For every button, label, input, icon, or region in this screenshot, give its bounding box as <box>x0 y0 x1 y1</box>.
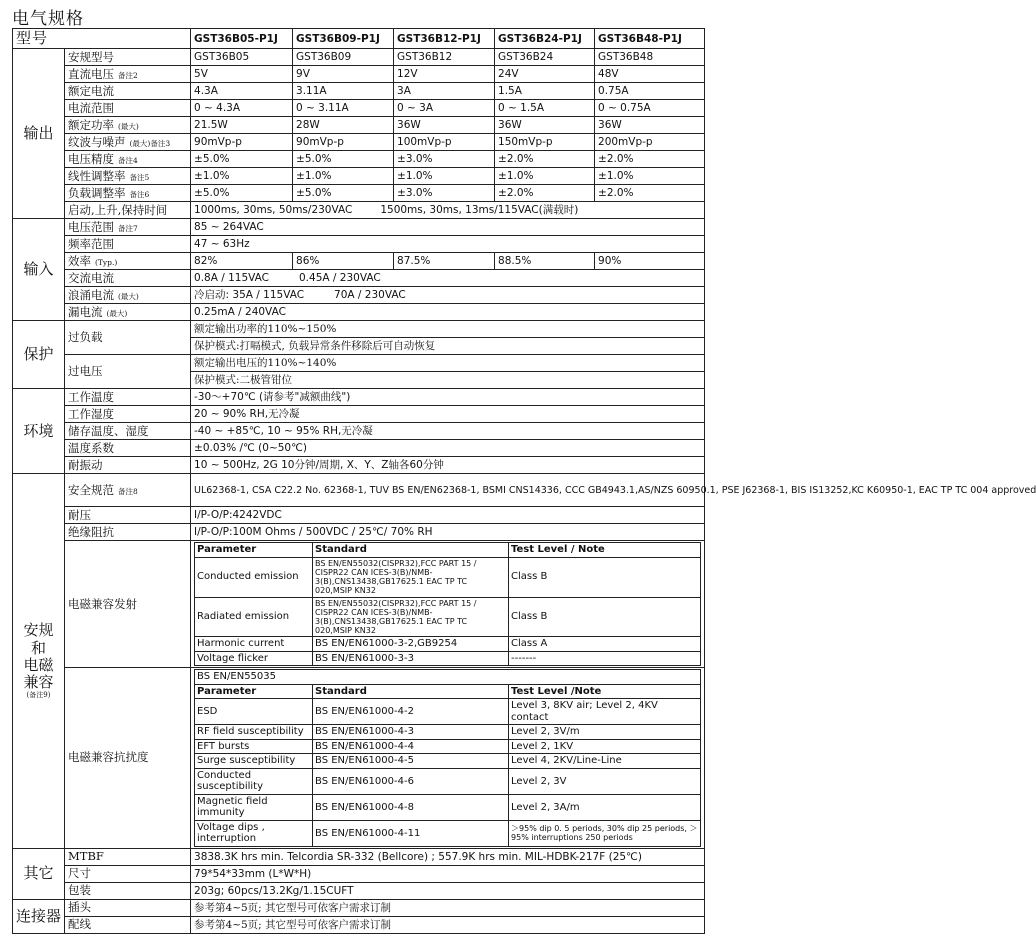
cell: 87.5% <box>394 253 495 270</box>
cell: Voltage flicker <box>195 651 313 666</box>
cell: BS EN/EN61000-4-4 <box>313 739 509 754</box>
cell: 90mVp-p <box>191 134 293 151</box>
model-name: GST36B48-P1J <box>595 29 705 49</box>
cell: 0 ~ 3A <box>394 100 495 117</box>
cell: Harmonic current <box>195 637 313 652</box>
immunity-table-cell <box>191 668 705 849</box>
connector-row <box>13 916 705 933</box>
model-name: GST36B24-P1J <box>495 29 595 49</box>
cell: 0 ~ 3.11A <box>293 100 394 117</box>
table-title-row <box>195 670 701 685</box>
cell: 150mVp-p <box>495 134 595 151</box>
table-row <box>195 754 701 769</box>
column-header: Test Level / Note <box>509 543 701 558</box>
immunity-table <box>194 669 701 847</box>
cell: 冷启动: 35A / 115VAC 70A / 230VAC <box>191 287 705 304</box>
row-label: 安规型号 <box>65 49 191 66</box>
cell: GST36B09 <box>293 49 394 66</box>
cell: I/P-O/P:4242VDC <box>191 507 705 524</box>
row-label: 耐振动 <box>65 457 191 474</box>
row-label: 浪涌电流 (最大) <box>65 287 191 304</box>
row-label: 工作湿度 <box>65 406 191 423</box>
cell: ±1.0% <box>394 168 495 185</box>
row-label: 纹波与噪声 (最大)备注3 <box>65 134 191 151</box>
output-row <box>13 100 705 117</box>
column-header: Parameter <box>195 684 313 699</box>
column-header: Parameter <box>195 543 313 558</box>
column-header: Test Level /Note <box>509 684 701 699</box>
row-label: 插头 <box>65 899 191 916</box>
immunity-title: BS EN/EN55035 <box>195 670 701 685</box>
cell: 3838.3K hrs min. Telcordia SR-332 (Bellcore) ; 557.9K hrs min. MIL-HDBK-217F (25℃) <box>191 848 705 865</box>
cell: EFT bursts <box>195 739 313 754</box>
cell: BS EN/EN61000-4-3 <box>313 725 509 740</box>
cell: I/P-O/P:100M Ohms / 500VDC / 25℃/ 70% RH <box>191 524 705 541</box>
cell: GST36B12 <box>394 49 495 66</box>
cell: 10 ~ 500Hz, 2G 10分钟/周期, X、Y、Z轴各60分钟 <box>191 457 705 474</box>
row-label: 温度系数 <box>65 440 191 457</box>
cell: BS EN/EN61000-4-6 <box>313 768 509 794</box>
output-row <box>13 66 705 83</box>
column-header: Standard <box>313 543 509 558</box>
model-name: GST36B09-P1J <box>293 29 394 49</box>
protection-row <box>13 321 705 338</box>
cell: 28W <box>293 117 394 134</box>
cell: UL62368-1, CSA C22.2 No. 62368-1, TUV BS EN/EN62368-1, BSMI CNS14336, CCC GB4943.1,AS/NZS 60950.1, PSE J62368-1, BIS IS13252,KC K60950-1, EAC TP TC 004 approved <box>191 474 705 507</box>
cell: ±0.03% /℃ (0~50℃) <box>191 440 705 457</box>
cell: Voltage dips , interruption <box>195 820 313 846</box>
cell: Conducted emission <box>195 557 313 597</box>
emission-table-cell <box>191 541 705 668</box>
safety-emc-category: 安规 和 电磁 兼容 (备注9) <box>13 474 65 849</box>
cell: 36W <box>394 117 495 134</box>
cell: 48V <box>595 66 705 83</box>
cell: 3.11A <box>293 83 394 100</box>
input-row <box>13 287 705 304</box>
output-row <box>13 185 705 202</box>
output-row <box>13 117 705 134</box>
row-label: 电磁兼容抗扰度 <box>65 668 191 849</box>
startup-value: 1000ms, 30ms, 50ms/230VAC 1500ms, 30ms, 13ms/115VAC(满载时) <box>191 202 705 219</box>
safety-row <box>13 524 705 541</box>
cell: 24V <box>495 66 595 83</box>
cell: BS EN/EN55032(CISPR32),FCC PART 15 / CISPR22 CAN ICES-3(B)/NMB-3(B),CNS13438,GB17625.1 EAC TP TC 020,MSIP KN32 <box>313 557 509 597</box>
cell: Radiated emission <box>195 597 313 637</box>
table-row <box>195 557 701 597</box>
cell: BS EN/EN61000-4-2 <box>313 699 509 725</box>
cell: ±2.0% <box>495 151 595 168</box>
model-name: GST36B12-P1J <box>394 29 495 49</box>
cell: GST36B24 <box>495 49 595 66</box>
row-label: 负载调整率 备注6 <box>65 185 191 202</box>
table-header-row <box>195 543 701 558</box>
cell: ------- <box>509 651 701 666</box>
cell: ±5.0% <box>191 185 293 202</box>
row-label: 电磁兼容发射 <box>65 541 191 668</box>
row-label: 交流电流 <box>65 270 191 287</box>
table-row <box>195 637 701 652</box>
row-label: 额定电流 <box>65 83 191 100</box>
cell: 0 ~ 4.3A <box>191 100 293 117</box>
cell: Conducted susceptibility <box>195 768 313 794</box>
cell: ±1.0% <box>595 168 705 185</box>
spec-table <box>12 28 1036 934</box>
table-header-row <box>195 684 701 699</box>
cell: Level 3, 8KV air; Level 2, 4KV contact <box>509 699 701 725</box>
model-name: GST36B05-P1J <box>191 29 293 49</box>
environment-row <box>13 440 705 457</box>
safety-row <box>13 507 705 524</box>
row-label: 频率范围 <box>65 236 191 253</box>
table-row <box>195 794 701 820</box>
cell: 4.3A <box>191 83 293 100</box>
input-row <box>13 253 705 270</box>
cell: Class B <box>509 597 701 637</box>
environment-row <box>13 457 705 474</box>
others-row <box>13 848 705 865</box>
cell: 0.25mA / 240VAC <box>191 304 705 321</box>
cell: Class B <box>509 557 701 597</box>
table-row <box>195 739 701 754</box>
cell: ±5.0% <box>191 151 293 168</box>
input-row <box>13 236 705 253</box>
environment-row <box>13 389 705 406</box>
cell: ＞95% dip 0. 5 periods, 30% dip 25 periods, ＞95% interruptions 250 periods <box>509 820 701 846</box>
environment-row <box>13 406 705 423</box>
cell: 参考第4~5页; 其它型号可依客户需求订制 <box>191 916 705 933</box>
row-label: 直流电压 备注2 <box>65 66 191 83</box>
cell: 100mVp-p <box>394 134 495 151</box>
cell: 参考第4~5页; 其它型号可依客户需求订制 <box>191 899 705 916</box>
row-label: 启动,上升,保持时间 <box>65 202 191 219</box>
cell: 90% <box>595 253 705 270</box>
output-category: 输出 <box>13 49 65 219</box>
page-title: 电气规格 <box>12 9 84 29</box>
cell: 保护模式:打嗝模式, 负载异常条件移除后可自动恢复 <box>191 338 705 355</box>
row-label: 绝缘阻抗 <box>65 524 191 541</box>
protection-row <box>13 355 705 372</box>
cell: 1.5A <box>495 83 595 100</box>
table-row <box>195 597 701 637</box>
cell: 3A <box>394 83 495 100</box>
model-header-label: 型号 <box>13 29 191 49</box>
cell: 5V <box>191 66 293 83</box>
output-row <box>13 49 705 66</box>
connector-row <box>13 899 705 916</box>
cell: BS EN/EN61000-4-5 <box>313 754 509 769</box>
cell: GST36B48 <box>595 49 705 66</box>
cell: GST36B05 <box>191 49 293 66</box>
cell: ±1.0% <box>495 168 595 185</box>
column-header: Standard <box>313 684 509 699</box>
cell: 20 ~ 90% RH,无冷凝 <box>191 406 705 423</box>
row-label: MTBF <box>65 848 191 865</box>
cell: ESD <box>195 699 313 725</box>
cell: 0.8A / 115VAC 0.45A / 230VAC <box>191 270 705 287</box>
row-label: 过负载 <box>65 321 191 355</box>
cell: 47 ~ 63Hz <box>191 236 705 253</box>
output-row <box>13 151 705 168</box>
output-row <box>13 83 705 100</box>
cell: Level 2, 3V <box>509 768 701 794</box>
row-label: 线性调整率 备注5 <box>65 168 191 185</box>
cell: 0 ~ 1.5A <box>495 100 595 117</box>
cell: 保护模式:二极管钳位 <box>191 372 705 389</box>
cell: ±5.0% <box>293 151 394 168</box>
row-label: 电流范围 <box>65 100 191 117</box>
cell: ±2.0% <box>595 151 705 168</box>
row-label: 效率 (Typ.) <box>65 253 191 270</box>
environment-category: 环境 <box>13 389 65 474</box>
cell: 88.5% <box>495 253 595 270</box>
cell: BS EN/EN61000-4-8 <box>313 794 509 820</box>
cell: ±1.0% <box>191 168 293 185</box>
row-label: 额定功率 (最大) <box>65 117 191 134</box>
cell: RF field susceptibility <box>195 725 313 740</box>
cell: Level 2, 3A/m <box>509 794 701 820</box>
model-header-row <box>13 29 705 49</box>
row-label: 过电压 <box>65 355 191 389</box>
cell: -30～+70℃ (请参考"减额曲线") <box>191 389 705 406</box>
cell: BS EN/EN61000-3-3 <box>313 651 509 666</box>
table-row <box>195 768 701 794</box>
emission-table <box>194 542 701 666</box>
safety-row <box>13 474 705 507</box>
cell: 9V <box>293 66 394 83</box>
cell: 86% <box>293 253 394 270</box>
cell: 36W <box>595 117 705 134</box>
input-row <box>13 304 705 321</box>
connector-category: 连接器 <box>13 899 65 933</box>
cell: 12V <box>394 66 495 83</box>
output-row <box>13 202 705 219</box>
cell: 21.5W <box>191 117 293 134</box>
row-label: 包装 <box>65 882 191 899</box>
row-label: 配线 <box>65 916 191 933</box>
cell: 85 ~ 264VAC <box>191 219 705 236</box>
cell: 90mVp-p <box>293 134 394 151</box>
table-row <box>195 651 701 666</box>
input-category: 输入 <box>13 219 65 321</box>
protection-category: 保护 <box>13 321 65 389</box>
row-label: 电压精度 备注4 <box>65 151 191 168</box>
safety-row <box>13 668 705 849</box>
cell: BS EN/EN61000-3-2,GB9254 <box>313 637 509 652</box>
cell: BS EN/EN61000-4-11 <box>313 820 509 846</box>
cell: 203g; 60pcs/13.2Kg/1.15CUFT <box>191 882 705 899</box>
others-row <box>13 865 705 882</box>
cell: Class A <box>509 637 701 652</box>
input-row <box>13 270 705 287</box>
cell: Level 2, 1KV <box>509 739 701 754</box>
row-label: 尺寸 <box>65 865 191 882</box>
output-row <box>13 134 705 151</box>
cell: 82% <box>191 253 293 270</box>
safety-row <box>13 541 705 668</box>
cell: ±2.0% <box>495 185 595 202</box>
cell: -40 ~ +85℃, 10 ~ 95% RH,无冷凝 <box>191 423 705 440</box>
cell: Magnetic field immunity <box>195 794 313 820</box>
row-label: 电压范围 备注7 <box>65 219 191 236</box>
cell: ±5.0% <box>293 185 394 202</box>
cell: ±3.0% <box>394 151 495 168</box>
cell: 0 ~ 0.75A <box>595 100 705 117</box>
cell: 额定输出电压的110%~140% <box>191 355 705 372</box>
cell: 额定输出功率的110%~150% <box>191 321 705 338</box>
cell: 79*54*33mm (L*W*H) <box>191 865 705 882</box>
cell: BS EN/EN55032(CISPR32),FCC PART 15 / CISPR22 CAN ICES-3(B)/NMB-3(B),CNS13438,GB17625.1 EAC TP TC 020,MSIP KN32 <box>313 597 509 637</box>
cell: ±2.0% <box>595 185 705 202</box>
row-label: 漏电流 (最大) <box>65 304 191 321</box>
cell: Level 2, 3V/m <box>509 725 701 740</box>
table-row <box>195 699 701 725</box>
cell: ±1.0% <box>293 168 394 185</box>
row-label: 耐压 <box>65 507 191 524</box>
row-label: 安全规范 备注8 <box>65 474 191 507</box>
cell: ±3.0% <box>394 185 495 202</box>
environment-row <box>13 423 705 440</box>
row-label: 工作温度 <box>65 389 191 406</box>
cell: Level 4, 2KV/Line-Line <box>509 754 701 769</box>
cell: 36W <box>495 117 595 134</box>
others-category: 其它 <box>13 848 65 899</box>
row-label: 储存温度、湿度 <box>65 423 191 440</box>
input-row <box>13 219 705 236</box>
cell: 200mVp-p <box>595 134 705 151</box>
output-row <box>13 168 705 185</box>
cell: 0.75A <box>595 83 705 100</box>
table-row <box>195 725 701 740</box>
others-row <box>13 882 705 899</box>
cell: Surge susceptibility <box>195 754 313 769</box>
table-row <box>195 820 701 846</box>
